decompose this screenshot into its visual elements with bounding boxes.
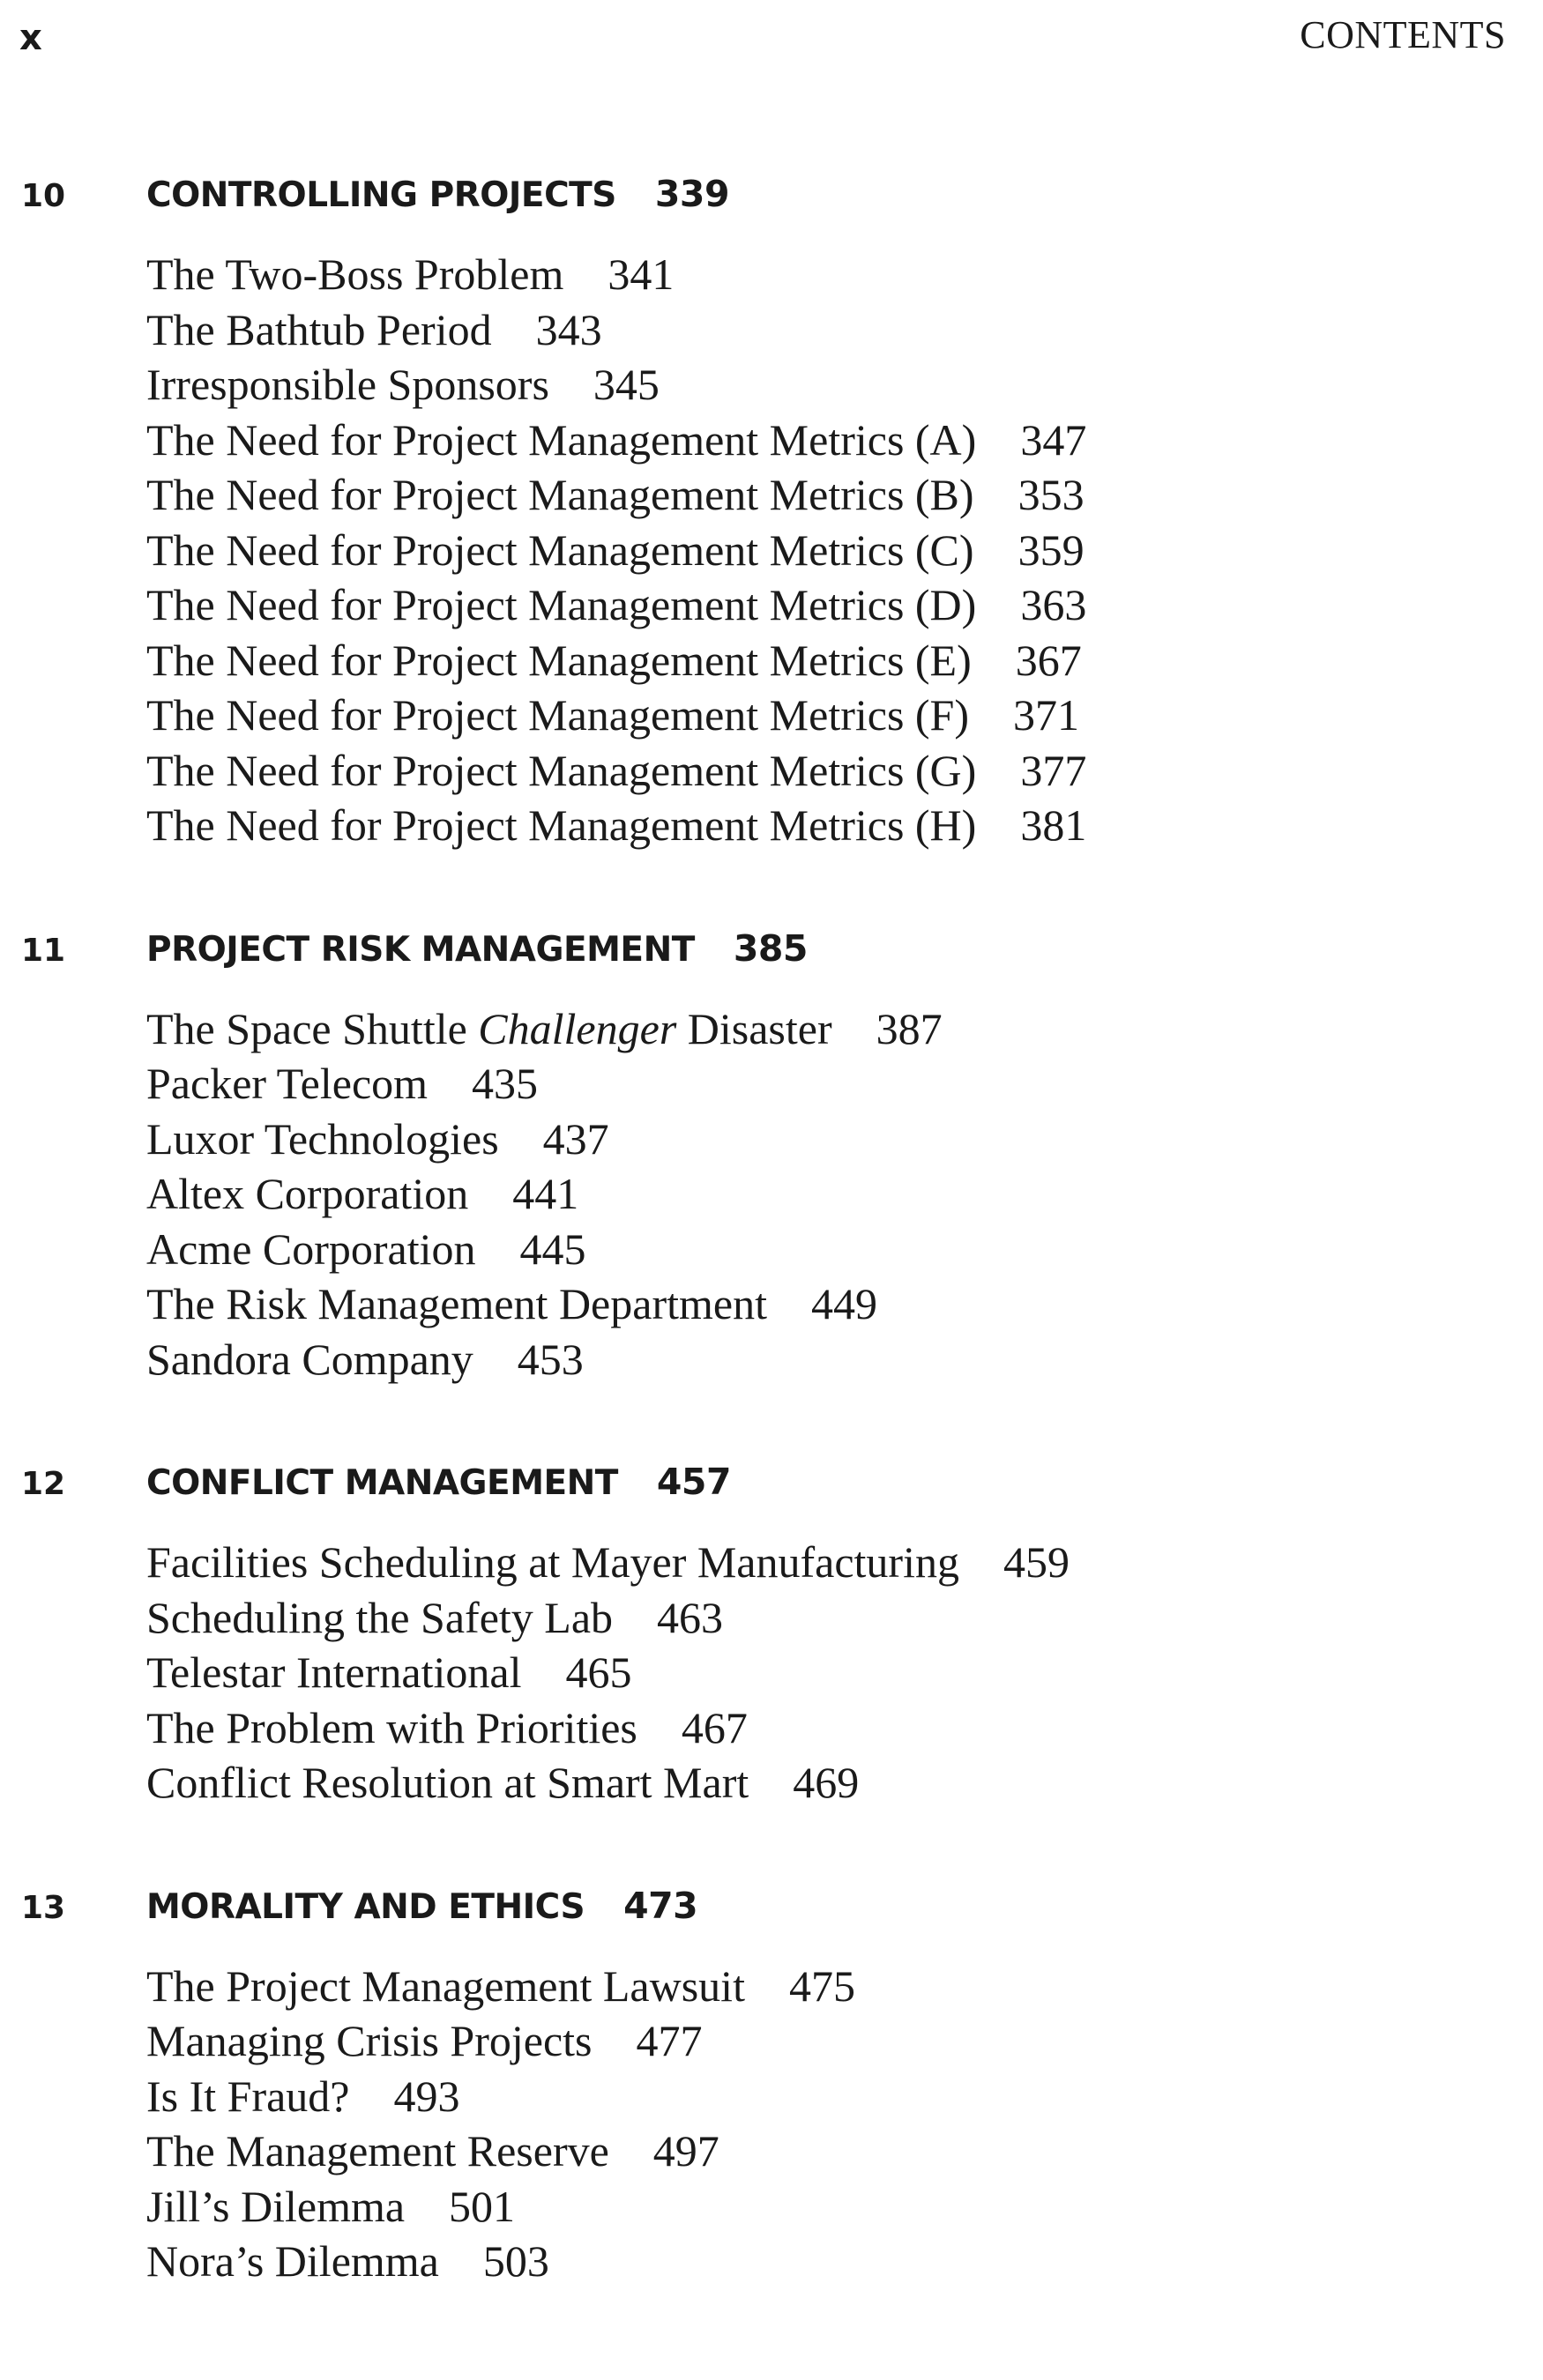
entry-title: The Risk Management Department	[146, 1279, 767, 1328]
toc-entry[interactable]	[146, 1959, 1543, 2014]
entry-list	[0, 1535, 1543, 1811]
entry-page: 387	[876, 1003, 943, 1053]
chapter-title-link[interactable]	[146, 927, 808, 970]
chapter-number: 10	[21, 178, 66, 214]
entry-page: 377	[1020, 745, 1087, 795]
entry-title: Sandora Company	[146, 1334, 473, 1384]
toc-entry[interactable]	[146, 357, 1543, 413]
chapter-title-link[interactable]	[146, 1461, 731, 1503]
entry-page: 501	[449, 2181, 516, 2231]
toc-entry[interactable]	[146, 1001, 1543, 1057]
entry-page: 497	[652, 2126, 719, 2175]
chapter-11	[0, 922, 1543, 1387]
toc-entry[interactable]	[146, 798, 1543, 853]
toc-entry[interactable]	[146, 633, 1543, 688]
entry-title: Altex Corporation	[146, 1169, 469, 1218]
entry-title: Is It Fraud?	[146, 2071, 350, 2121]
entry-page: 467	[681, 1702, 748, 1752]
entry-page: 341	[608, 249, 675, 299]
entry-page: 465	[565, 1647, 632, 1697]
entry-page: 493	[393, 2071, 460, 2121]
toc-entry[interactable]	[146, 302, 1543, 358]
entry-page: 453	[517, 1334, 584, 1384]
entry-title: Telestar International	[146, 1647, 522, 1697]
entry-page: 459	[1003, 1537, 1070, 1587]
entry-list	[0, 247, 1543, 853]
toc-entry[interactable]	[146, 688, 1543, 743]
entry-title: The Need for Project Management Metrics (G)	[146, 745, 977, 795]
entry-page: 449	[810, 1279, 877, 1328]
toc-entry[interactable]	[146, 2234, 1543, 2289]
toc-entry[interactable]	[146, 2013, 1543, 2069]
entry-title: The Need for Project Management Metrics (F)	[146, 690, 970, 740]
entry-page: 477	[636, 2016, 703, 2065]
toc-entry[interactable]	[146, 2069, 1543, 2124]
entry-title: Facilities Scheduling at Mayer Manufacturing	[146, 1537, 959, 1587]
chapter-title: MORALITY AND ETHICS	[146, 1886, 585, 1927]
toc-entry[interactable]	[146, 1590, 1543, 1646]
entry-title: Irresponsible Sponsors	[146, 360, 549, 409]
entry-title: Jill’s Dilemma	[146, 2181, 406, 2231]
toc-entry[interactable]	[146, 2179, 1543, 2235]
chapter-13	[0, 1879, 1543, 2289]
table-of-contents	[0, 167, 1543, 2358]
toc-entry[interactable]	[146, 1645, 1543, 1700]
entry-title: Managing Crisis Projects	[146, 2016, 593, 2065]
chapter-title: PROJECT RISK MANAGEMENT	[146, 929, 695, 970]
entry-page: 435	[472, 1059, 539, 1108]
entry-page: 353	[1017, 470, 1085, 519]
entry-title: The Problem with Priorities	[146, 1702, 637, 1752]
entry-page: 437	[542, 1113, 609, 1164]
toc-entry[interactable]	[146, 2123, 1543, 2179]
toc-entry[interactable]	[146, 1222, 1543, 1277]
entry-title: The Need for Project Management Metrics (B)	[146, 470, 974, 519]
page-number: x	[19, 18, 42, 58]
entry-title: The Project Management Lawsuit	[146, 1960, 745, 2011]
toc-entry[interactable]	[146, 1112, 1543, 1167]
chapter-heading	[0, 1879, 1543, 1932]
entry-title: Luxor Technologies	[146, 1113, 499, 1164]
entry-page: 345	[593, 360, 660, 409]
entry-title-part: Disaster	[676, 1003, 832, 1053]
entry-title: The Need for Project Management Metrics (A)	[146, 414, 977, 465]
entry-page: 503	[482, 2236, 549, 2286]
entry-title-italic: Challenger	[478, 1003, 677, 1053]
chapter-number: 13	[21, 1889, 66, 1926]
entry-title: Packer Telecom	[146, 1059, 429, 1108]
entry-list	[0, 1959, 1543, 2289]
toc-entry[interactable]	[146, 413, 1543, 468]
chapter-number: 11	[21, 932, 66, 969]
toc-entry[interactable]	[146, 577, 1543, 633]
entry-title: The Two-Boss Problem	[146, 249, 564, 299]
chapter-10	[0, 167, 1543, 853]
entry-title: The Need for Project Management Metrics (C)	[146, 524, 974, 575]
toc-entry[interactable]	[146, 1056, 1543, 1112]
chapter-page: 457	[656, 1461, 731, 1503]
entry-page: 441	[512, 1169, 579, 1218]
entry-page: 475	[788, 1960, 855, 2011]
running-title: CONTENTS	[1300, 13, 1506, 56]
entry-page: 381	[1020, 800, 1087, 850]
toc-entry[interactable]	[146, 247, 1543, 302]
chapter-page: 339	[654, 173, 729, 215]
entry-page: 463	[657, 1592, 724, 1642]
entry-title: The Management Reserve	[146, 2126, 609, 2175]
toc-entry[interactable]	[146, 1535, 1543, 1590]
entry-title: The Need for Project Management Metrics (E)	[146, 635, 972, 685]
entry-title: The Need for Project Management Metrics (D)	[146, 580, 977, 629]
entry-page: 367	[1015, 635, 1082, 685]
toc-entry[interactable]	[146, 743, 1543, 799]
toc-entry[interactable]	[146, 467, 1543, 523]
chapter-title: CONTROLLING PROJECTS	[146, 175, 616, 215]
entry-title: Nora’s Dilemma	[146, 2236, 439, 2286]
toc-entry[interactable]	[146, 1276, 1543, 1332]
chapter-title-link[interactable]	[146, 1885, 697, 1927]
toc-entry[interactable]	[146, 523, 1543, 578]
entry-page: 363	[1020, 580, 1087, 629]
chapter-page: 473	[623, 1884, 698, 1927]
entry-page: 445	[519, 1223, 586, 1274]
entry-title: Conflict Resolution at Smart Mart	[146, 1758, 749, 1807]
toc-entry[interactable]	[146, 1755, 1543, 1811]
running-head	[0, 12, 1543, 65]
chapter-page: 385	[733, 926, 808, 970]
chapter-title-link[interactable]	[146, 173, 729, 215]
chapter-12	[0, 1455, 1543, 1811]
entry-page: 343	[535, 304, 602, 354]
entry-list	[0, 1001, 1543, 1387]
entry-page: 359	[1017, 524, 1085, 575]
entry-title: Acme Corporation	[146, 1223, 476, 1274]
chapter-heading	[0, 167, 1543, 220]
toc-entry[interactable]	[146, 1332, 1543, 1387]
chapter-heading	[0, 1455, 1543, 1508]
chapter-number: 12	[21, 1466, 66, 1502]
toc-entry[interactable]	[146, 1700, 1543, 1756]
chapter-heading	[0, 922, 1543, 975]
toc-entry[interactable]	[146, 1166, 1543, 1222]
entry-page: 371	[1013, 690, 1080, 740]
entry-title-part: The Space Shuttle	[146, 1003, 479, 1053]
entry-page: 469	[793, 1758, 860, 1807]
entry-title: The Need for Project Management Metrics (H)	[146, 800, 977, 850]
entry-title: The Bathtub Period	[146, 304, 492, 354]
entry-page: 347	[1020, 414, 1087, 465]
chapter-title: CONFLICT MANAGEMENT	[146, 1463, 618, 1503]
entry-title: Scheduling the Safety Lab	[146, 1592, 614, 1642]
